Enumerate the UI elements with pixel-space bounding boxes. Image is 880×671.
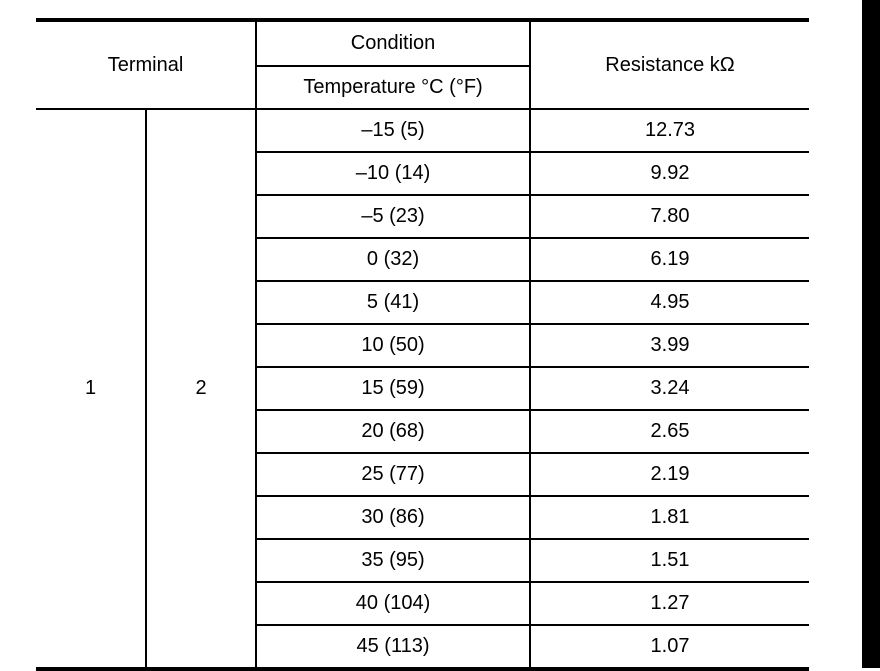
resistance-cell: 1.81	[530, 496, 809, 539]
table-header	[36, 20, 809, 109]
resistance-cell: 12.73	[530, 109, 809, 152]
resistance-cell: 3.24	[530, 367, 809, 410]
temperature-cell: –5 (23)	[256, 195, 530, 238]
header-resistance: Resistance kΩ	[530, 20, 809, 109]
resistance-cell: 1.51	[530, 539, 809, 582]
temperature-cell: 45 (113)	[256, 625, 530, 669]
temperature-cell: 20 (68)	[256, 410, 530, 453]
resistance-cell: 1.07	[530, 625, 809, 669]
temperature-cell: 15 (59)	[256, 367, 530, 410]
resistance-cell: 6.19	[530, 238, 809, 281]
temperature-cell: 25 (77)	[256, 453, 530, 496]
header-terminal: Terminal	[36, 20, 256, 109]
table-body	[36, 109, 809, 669]
temperature-cell: –10 (14)	[256, 152, 530, 195]
resistance-cell: 7.80	[530, 195, 809, 238]
temperature-cell: 5 (41)	[256, 281, 530, 324]
resistance-cell: 4.95	[530, 281, 809, 324]
header-temperature: Temperature °C (°F)	[256, 66, 530, 109]
resistance-cell: 3.99	[530, 324, 809, 367]
resistance-cell: 1.27	[530, 582, 809, 625]
terminal-b-cell: 2	[146, 109, 256, 669]
terminal-a-cell: 1	[36, 109, 146, 669]
header-condition: Condition	[256, 20, 530, 66]
temperature-cell: 30 (86)	[256, 496, 530, 539]
resistance-spec-table	[36, 18, 809, 671]
temperature-cell: 0 (32)	[256, 238, 530, 281]
temperature-cell: –15 (5)	[256, 109, 530, 152]
temperature-cell: 10 (50)	[256, 324, 530, 367]
resistance-cell: 2.19	[530, 453, 809, 496]
right-edge-bar	[862, 0, 880, 668]
resistance-cell: 2.65	[530, 410, 809, 453]
table-row	[36, 109, 809, 152]
temperature-cell: 35 (95)	[256, 539, 530, 582]
temperature-cell: 40 (104)	[256, 582, 530, 625]
resistance-cell: 9.92	[530, 152, 809, 195]
